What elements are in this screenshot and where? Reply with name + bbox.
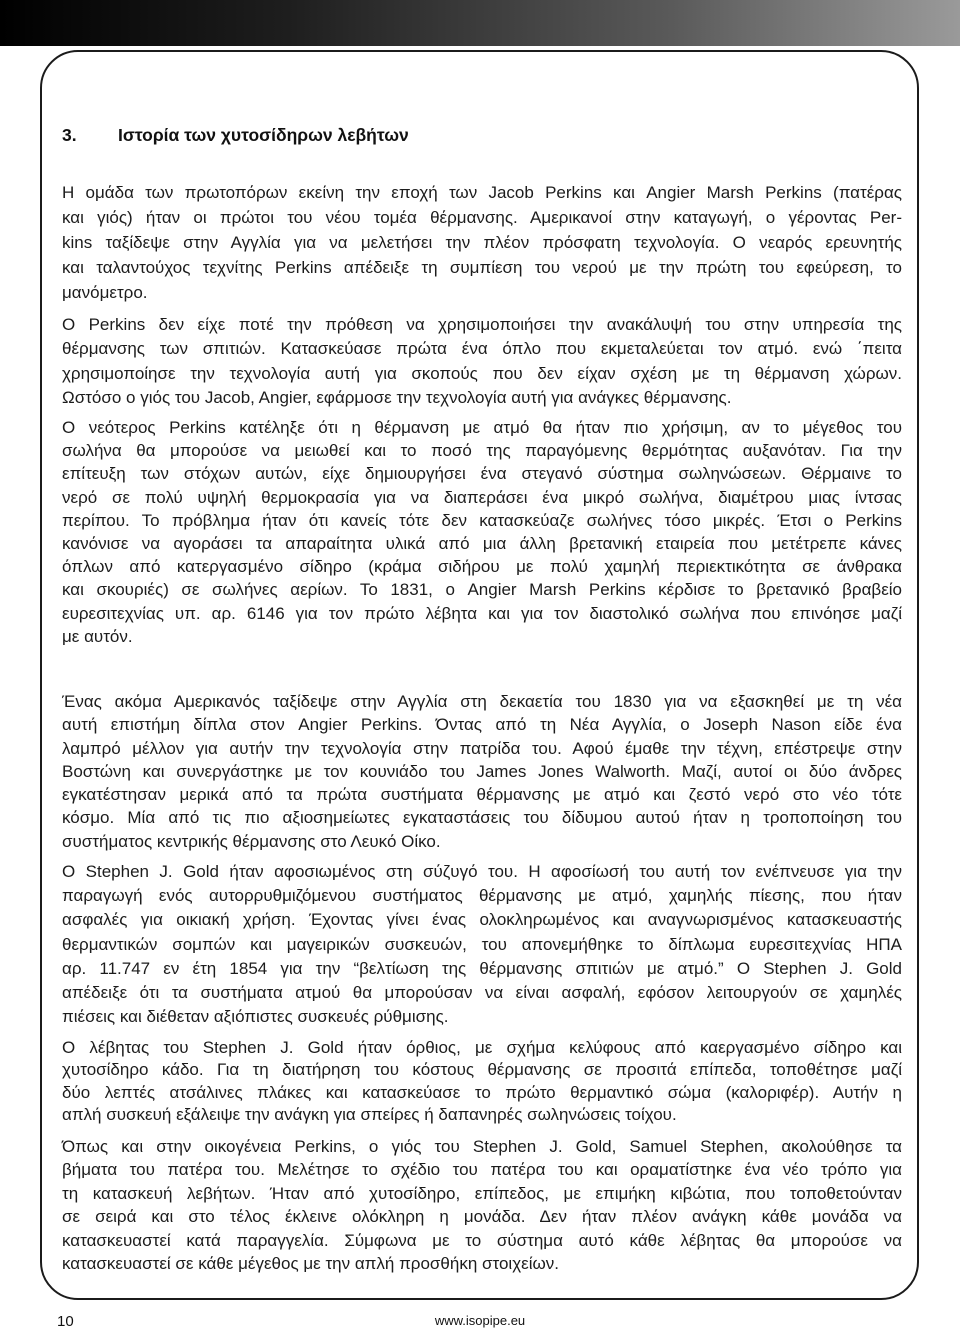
paragraph-line: με αυτόν.: [62, 626, 133, 646]
section-number: 3.: [62, 125, 77, 145]
paragraph-line: Ο νεότερος Perkins κατέληξε ότι η θέρμανση με ατμό θα ήταν πιο χρήσιμη, αν το μέγεθος του: [62, 418, 902, 437]
paragraph-line: ευρεσιτεχνίας υπ. αρ. 6146 για τον πρώτο λέβητα και για τον διαστολικό σωλήνα που επινόησε μαζί: [62, 603, 902, 623]
paragraph-line: Ο λέβητας του Stephen J. Gold ήταν όρθιος, με σχήμα κελύφους από καεργασμένο σίδηρο και: [62, 1038, 902, 1057]
paragraph-line: σε σειρά και στο τέλος έκλεινε ολόκληρη η μονάδα. Δεν ήταν πλέον ανάγκη κάθε μονάδα να: [62, 1207, 902, 1227]
page-number: 10: [57, 1313, 74, 1330]
paragraph-line: κατασκευαστεί κατά παραγγελία. Σύμφωνα με το σύστημα αυτό κάθε λέβητας θα μπορούσε να: [62, 1230, 902, 1250]
paragraph: [62, 313, 902, 410]
paragraph-line: και γιός) ήταν οι πρώτοι του νέου τομέα θέρμανσης. Αμερικανοί στην καταγωγή, ο γέροντας Per-: [62, 208, 902, 227]
section-title: Ιστορία των χυτοσίδηρων λεβήτων: [118, 125, 409, 145]
paragraph-line: περίπου. Το πρόβλημα ήταν ότι κανείς τότε δεν κατασκεύαζε σωλήνες τόσο μικρές. Έτσι ο Perkins: [62, 510, 902, 530]
paragraph-line: όπλων από κατεργασμένο σίδηρο (κράμα σιδήρου με πολύ χαμηλή περιεκτικότητα σε άνθρακα: [62, 557, 902, 577]
paragraph-line: εγκατέστησαν μερικά από τα πρώτα συστήματα θέρμανσης με ατμό και ζεστό νερό στο νέο τότε: [62, 785, 902, 805]
paragraph-line: τη κατασκευή λεβήτων. Ήταν από χυτοσίδηρο, επίπεδος, με επιμήκη κιβώτια, που τοποθετούνταν: [62, 1183, 902, 1203]
paragraph-line: χρησιμοποίησε την τεχνολογία αυτή για σκοπούς που δεν είχαν σχέση με τη θέρμανση χώρων.: [62, 363, 902, 383]
paragraph-line: Ο Stephen J. Gold ήταν αφοσιωμένος στη σύζυγό του. Η αφοσίωσή του αυτή τον ενέπνευσε για την: [62, 862, 902, 881]
paragraph-line: μανόμετρο.: [62, 283, 148, 302]
paragraph-line: βήματα του πατέρα του. Μελέτησε το σχέδιο του πατέρα του και οραματίστηκε ένα νέο τρόπο για: [62, 1160, 902, 1180]
paragraph-line: Η ομάδα των πρωτοπόρων εκείνη την εποχή των Jacob Perkins και Angier Marsh Perkins (πατέρας: [62, 183, 902, 202]
paragraph-line: συστήματος κεντρικής θέρμανσης στο Λευκό Οίκο.: [62, 831, 441, 851]
paragraph: [62, 1135, 902, 1275]
paragraph-line: kins ταξίδεψε στην Αγγλία για να μελετήσει την πλέον πρόσφατη τεχνολογία. Ο νεαρός ερευνητής: [62, 233, 902, 252]
paragraph-line: παραγωγή ενός αυτορρυθμιζόμενου συστήματος θέρμανσης με ατμό, χαμηλής πίεσης, που ήταν: [62, 886, 902, 906]
website-text: www.isopipe.eu: [434, 1313, 526, 1328]
paragraph-line: κανόνισε να αγοράσει τα απαραίτητα υλικά από μια άλλη βρετανική εταιρεία που μετέτρεπε κάνες: [62, 534, 902, 554]
paragraph-line: και ταλαντούχος τεχνίτης Perkins απέδειξε τη συμπίεση του νερού με την πρώτη του εφεύρεση, το: [62, 258, 902, 277]
paragraph: [62, 416, 902, 648]
paragraph-line: νερό σε πολύ υψηλή θερμοκρασία για να διαπεράσει ένα μικρό σωλήνα, διαμέτρου μιας ίντσας: [62, 487, 902, 507]
paragraph-line: Ένας ακόμα Αμερικανός ταξίδεψε στην Αγγλία στη δεκαετία του 1830 για να εξασκηθεί με τη νέα: [62, 692, 902, 711]
paragraph-line: απλή συσκευή εξάλειψε την ανάγκη για σπείρες ή δαπανηρές σωληνώσεις τοίχου.: [62, 1104, 677, 1124]
paragraph-line: Βοστώνη και συνεργάστηκε με τον κουνιάδο του James Jones Walworth. Μαζί, αυτοί οι δύο άνδρες: [62, 761, 902, 781]
paragraph-line: θέρμανσης των σπιτιών. Κατασκεύασε πρώτα ένα όπλο που εκμεταλεύεται τον ατμό. ενώ ΄πειτα: [62, 339, 902, 359]
paragraph-line: πιέσεις και διέθεταν αξιόπιστες συσκευές ρύθμισης.: [62, 1007, 449, 1027]
paragraph-line: Ωστόσο ο γιός του Jacob, Angier, εφάρμοσε την τεχνολογία αυτή για ανάγκες θέρμανσης.: [62, 387, 732, 407]
paragraph: [62, 180, 902, 305]
paragraph-line: ασφαλές για οικιακή χρήση. Έχοντας γίνει ένας ολοκληρωμένος και αναγνωρισμένος κατασκευαστής: [62, 910, 902, 930]
paragraph-line: χυτοσίδηρο κάδο. Για τη διατήρηση του κόστους θέρμανσης σε προσιτά επίπεδα, τοποθέτησε μαζί: [62, 1060, 902, 1080]
paragraph: [62, 1037, 902, 1126]
paragraph-line: αυτή επιστήμη δίπλα στον Angier Perkins. Όντας από τη Νέα Αγγλία, ο Joseph Nason είδε ένα: [62, 715, 902, 735]
paragraph-line: λαμπρό μέλλον για αυτήν την τεχνολογία στην πατρίδα του. Αφού έμαθε την τέχνη, επέστρεψε στην: [62, 738, 902, 758]
paragraph-line: δύο λεπτές ατσάλινες πλάκες και κατασκεύασε το πρώτο θερμαντικό σώμα (καλοριφέρ). Αυτήν η: [62, 1082, 902, 1102]
paragraph-line: Ο Perkins δεν είχε ποτέ την πρόθεση να χρησιμοποιήσει την ανακάλυψή του στην υπηρεσία της: [62, 315, 902, 334]
paragraph-line: θερμαντικών σομπών και μαγειρικών συσκευών, του απονεμήθηκε το δίπλωμα ευρεσιτεχνίας ΗΠΑ: [62, 934, 902, 954]
paragraph: [62, 860, 902, 1029]
paragraph-line: αρ. 11.747 εν έτη 1854 για την “βελτίωση της θέρμανσης σπιτιών με ατμό.” Ο Stephen J. Gold: [62, 958, 902, 978]
paragraph-line: σωλήνα θα μπορούσε να μειωθεί και το ποσό της παραγόμενης θερμότητας αυξανόταν. Για την: [62, 441, 902, 461]
paragraph-line: απέδειξε ότι τα συστήματα ατμού θα μπορούσαν να είναι ασφαλή, εφόσον λειτουργούν σε χαμηλές: [62, 983, 902, 1003]
header-bar: [0, 0, 960, 46]
paragraph-line: κατασκευαστεί σε κάθε μέγεθος με την απλή προσθήκη στοιχείων.: [62, 1254, 559, 1274]
paragraph-line: Όπως και στην οικογένεια Perkins, ο γιός του Stephen J. Gold, Samuel Stephen, ακολούθησε τα: [62, 1137, 902, 1156]
paragraph: [62, 690, 902, 853]
paragraph-line: κόσμο. Μία από τις πιο αξιοσημείωτες εγκαταστάσεις του δίδυμου αυτού ήταν η τροποποίηση του: [62, 808, 902, 828]
paragraph-line: επίτευξη των στόχων αυτών, είχε δημιουργήσει ένα στεγανό σύστημα σωληνώσεων. Θέρμαινε το: [62, 464, 902, 484]
paragraph-line: και σκουριές) σε σωλήνες αερίων. Το 1831, ο Angier Marsh Perkins κέρδισε το βρετανικό βραβείο: [62, 580, 902, 600]
